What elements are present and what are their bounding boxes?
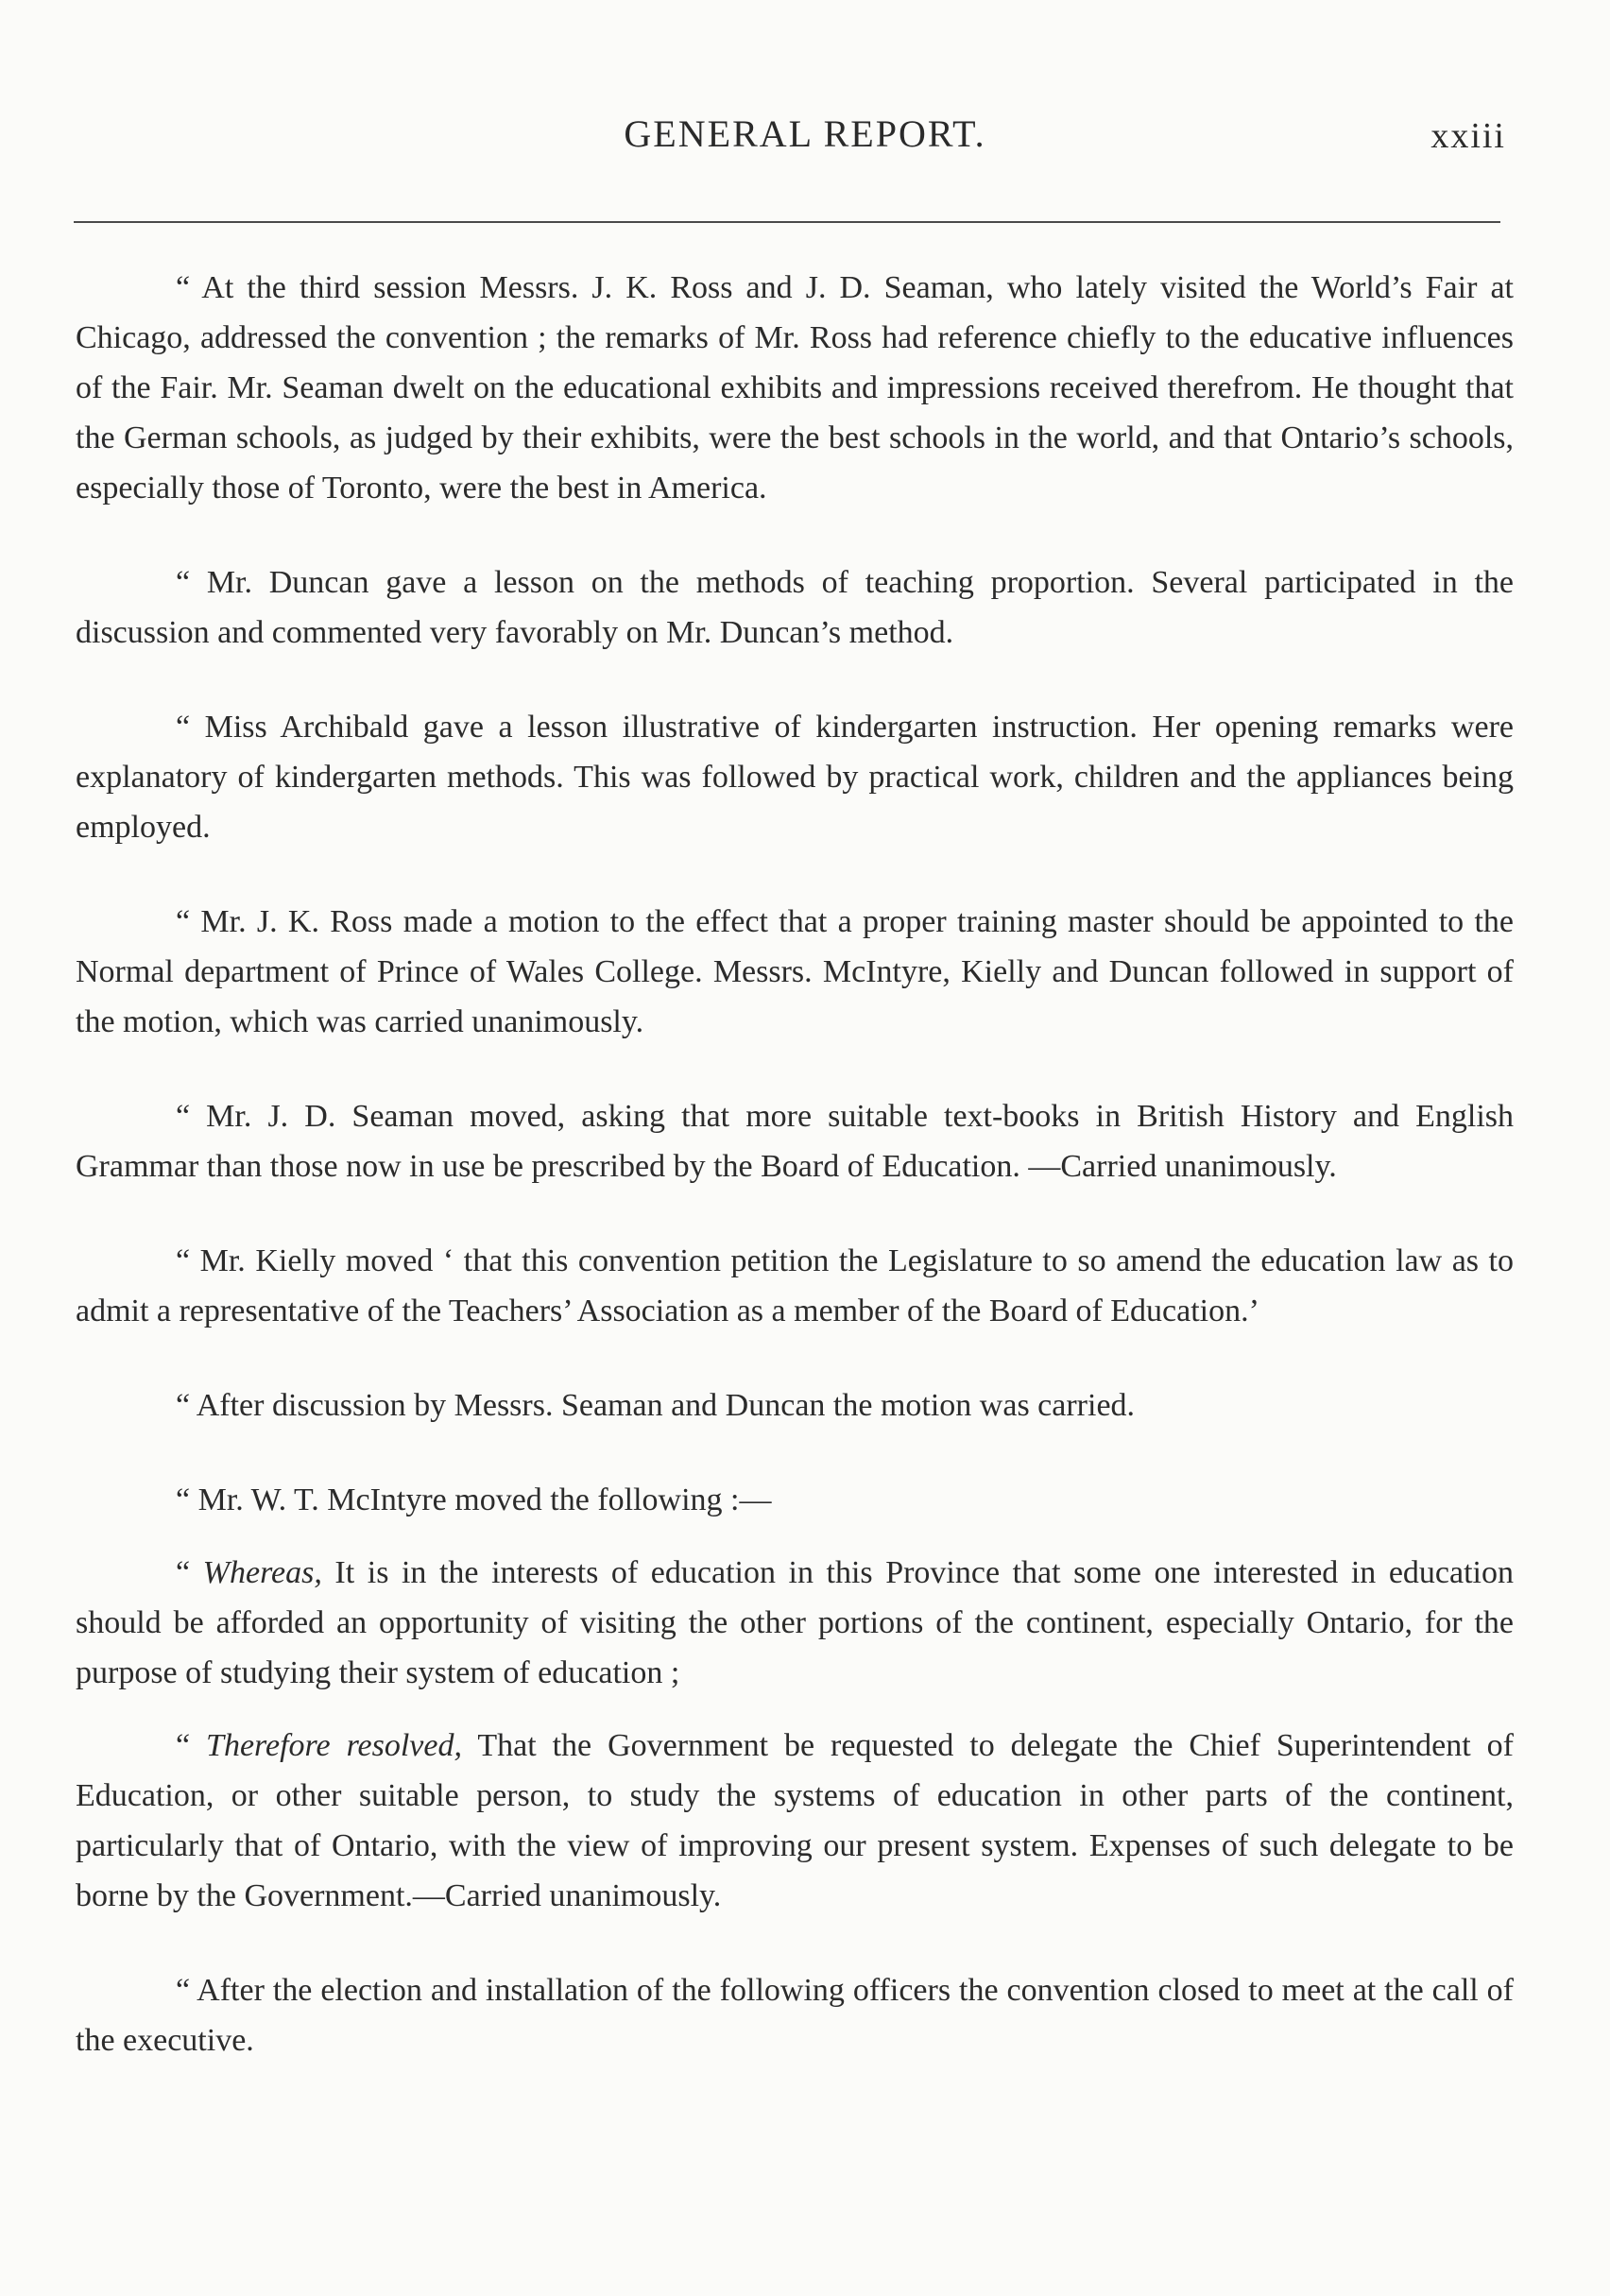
paragraph-whereas-lead: “ (176, 1555, 203, 1590)
paragraph-whereas-emphasis: Whereas, (202, 1555, 322, 1590)
paragraph-mcintyre-moved: “ Mr. W. T. McIntyre moved the following :— (176, 1482, 772, 1517)
paragraph-after-discussion: “ After discussion by Messrs. Seaman and Duncan the motion was carried. (176, 1388, 1136, 1423)
paragraph-archibald-lesson: “ Miss Archibald gave a lesson illustrative of kindergarten instruction. Her opening remarks were explanatory of kindergarten methods. This was followed by practical work, children and the appliances being employed. (76, 710, 1514, 845)
running-header (0, 111, 1610, 168)
paragraph-resolved-lead: “ (176, 1728, 207, 1763)
paragraph-therefore-resolved (76, 1721, 1514, 1921)
paragraph-resolved-emphasis: Therefore resolved, (206, 1728, 462, 1763)
paragraph-election-closing: “ After the election and installation of the following officers the convention closed to meet at the call of the executive. (76, 1973, 1514, 2058)
page-number: xxiii (1430, 116, 1506, 156)
body-text (76, 263, 1514, 2065)
paragraph-resolved-text: That the Government be requested to delegate the Chief Superintendent of Education, or other suitable person, to study the systems of education in other parts of the continent, particularly that of Ontario, with the view of improving our present system. Expenses of such delegate to be borne by the Government.—Carried unanimously. (76, 1728, 1514, 1913)
header-rule (74, 221, 1500, 223)
paragraph-ross-motion: “ Mr. J. K. Ross made a motion to the effect that a proper training master should be appointed to the Normal department of Prince of Wales College. Messrs. McIntyre, Kielly and Duncan followed in support of the motion, which was carried unanimously. (76, 904, 1514, 1039)
running-title: GENERAL REPORT. (624, 112, 986, 155)
paragraph-duncan-lesson: “ Mr. Duncan gave a lesson on the methods of teaching proportion. Several participated in the discussion and commented very favorably on Mr. Duncan’s method. (76, 565, 1514, 650)
paragraph-whereas-text: It is in the interests of education in this Province that some one interested in education should be afforded an opportunity of visiting the other portions of the continent, especially Ontario, for the purpose of studying their system of education ; (76, 1555, 1514, 1690)
paragraph-kielly-motion: “ Mr. Kielly moved ‘ that this convention petition the Legislature to so amend the education law as to admit a representative of the Teachers’ Association as a member of the Board of Education.’ (76, 1243, 1514, 1328)
paragraph-seaman-motion: “ Mr. J. D. Seaman moved, asking that more suitable text-books in British History and English Grammar than those now in use be prescribed by the Board of Education. —Carried unanimously. (76, 1099, 1514, 1184)
paragraph-whereas (76, 1548, 1514, 1698)
paragraph-third-session: “ At the third session Messrs. J. K. Ross and J. D. Seaman, who lately visited the World’s Fair at Chicago, addressed the convention ; the remarks of Mr. Ross had reference chiefly to the educative influences of the Fair. Mr. Seaman dwelt on the educational exhibits and impressions received therefrom. He thought that the German schools, as judged by their exhibits, were the best schools in the world, and that Ontario’s schools, especially those of Toronto, were the best in America. (76, 270, 1514, 505)
